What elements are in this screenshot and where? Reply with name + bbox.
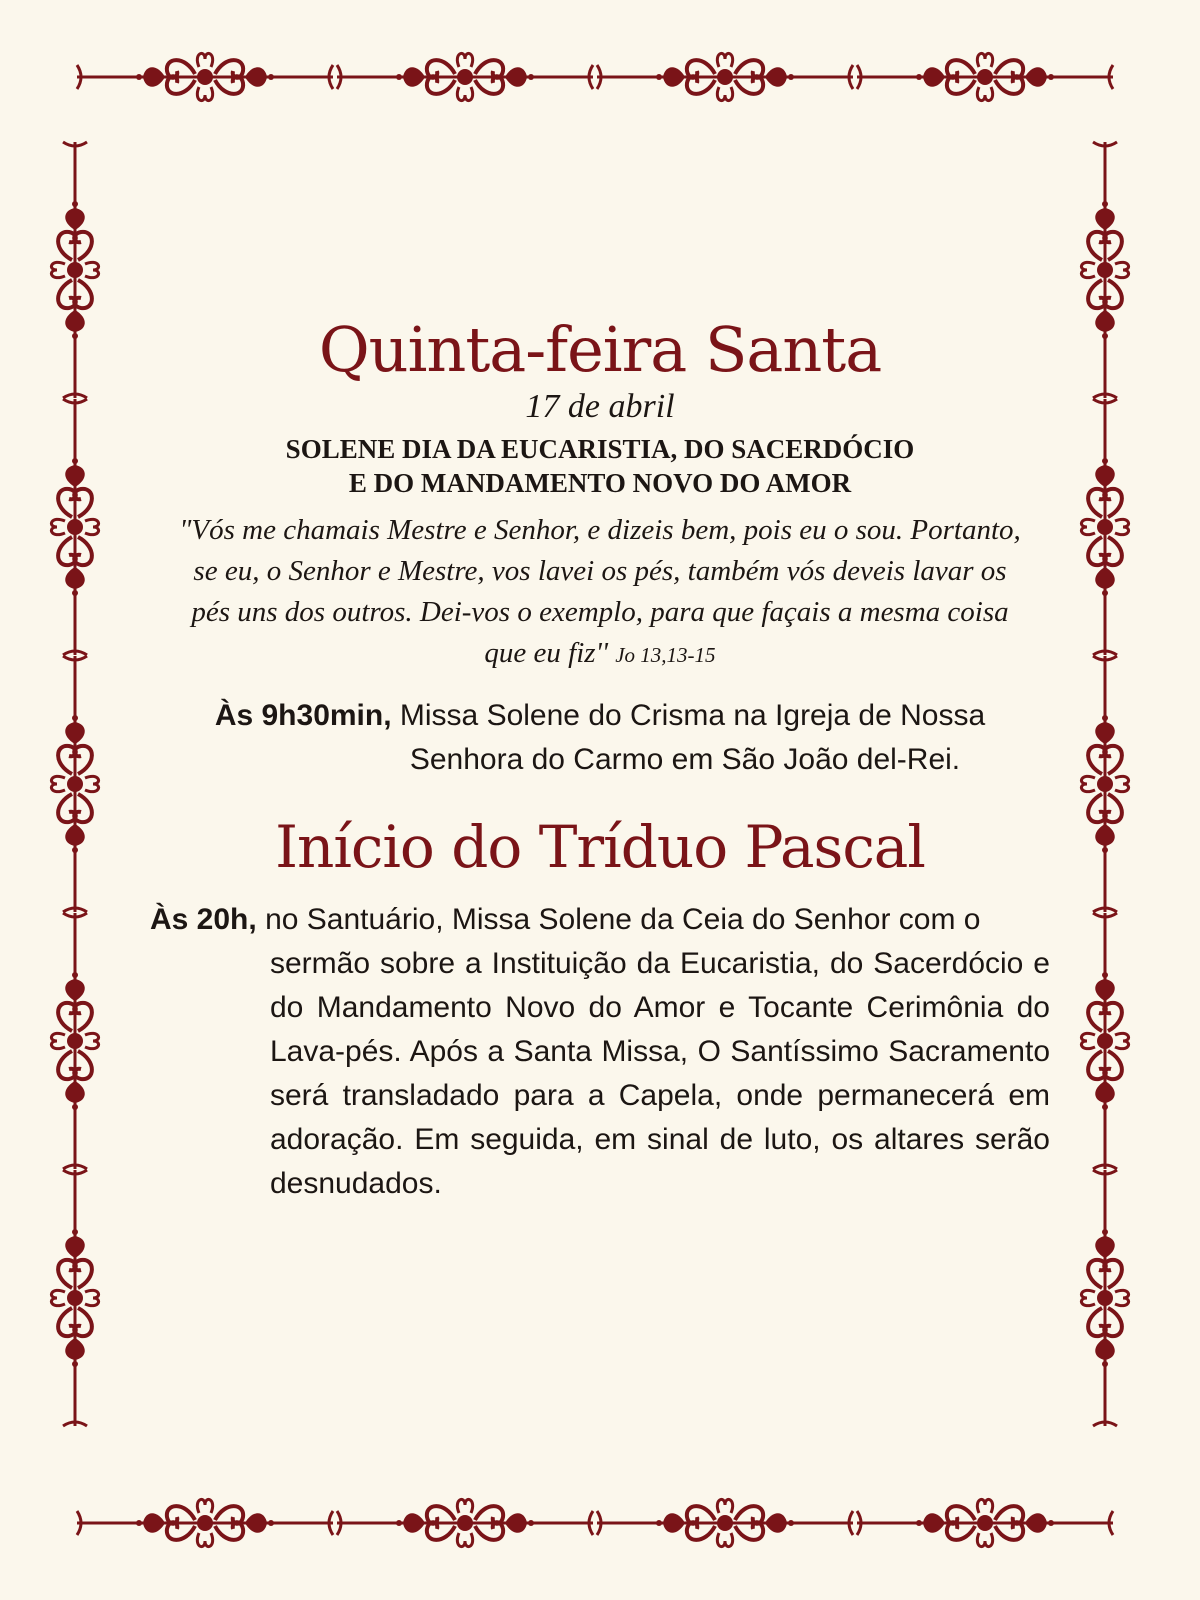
section1-heading-line2: E DO MANDAMENTO NOVO DO AMOR — [348, 468, 852, 498]
chrism-mass-time: Às 9h30min, — [214, 699, 392, 732]
chrism-mass-text-line2: Senhora do Carmo em São João del-Rei. — [409, 743, 961, 776]
last-supper-mass-text-rest: sermão sobre a Instituição da Eucaristia, do Sacerdócio e do Mandamento Novo do Amor e Tocante Cerimônia do Lava-pés. Após a Santa Missa, O Santíssimo Sacramento será transladado para a Capela, onde permanecerá em adoração. Em seguida, em sinal de luto, os altares serão desnudados. — [270, 947, 1050, 1200]
bulletin-content — [150, 300, 1050, 1206]
gospel-quote-reference: Jo 13,13-15 — [615, 643, 716, 667]
last-supper-mass-time: Às 20h, — [150, 903, 257, 936]
section1-heading-line1: SOLENE DIA DA EUCARISTIA, DO SACERDÓCIO — [285, 434, 915, 464]
gospel-quote — [150, 510, 1050, 676]
section2-title: Início do Tríduo Pascal — [275, 813, 925, 881]
last-supper-mass-text-first: no Santuário, Missa Solene da Ceia do Senhor com o — [265, 903, 981, 936]
section1-title: Quinta-feira Santa — [318, 313, 882, 386]
section1-heading — [150, 432, 1050, 500]
last-supper-mass-first-line — [150, 898, 1050, 942]
section1-date: 17 de abril — [525, 388, 675, 425]
chrism-mass-text-line1: Missa Solene do Crisma na Igreja de Nossa — [399, 699, 986, 732]
gospel-quote-text: "Vós me chamais Mestre e Senhor, e dizeis bem, pois eu o sou. Portanto, se eu, o Senhor e Mestre, vos lavei os pés, também vós deveis lavar os pés uns dos outros. Dei-vos o exemplo, para que façais a mesma coisa que eu fiz'' — [179, 514, 1021, 669]
chrism-mass-entry — [150, 694, 1050, 782]
last-supper-mass-entry — [150, 898, 1050, 1206]
